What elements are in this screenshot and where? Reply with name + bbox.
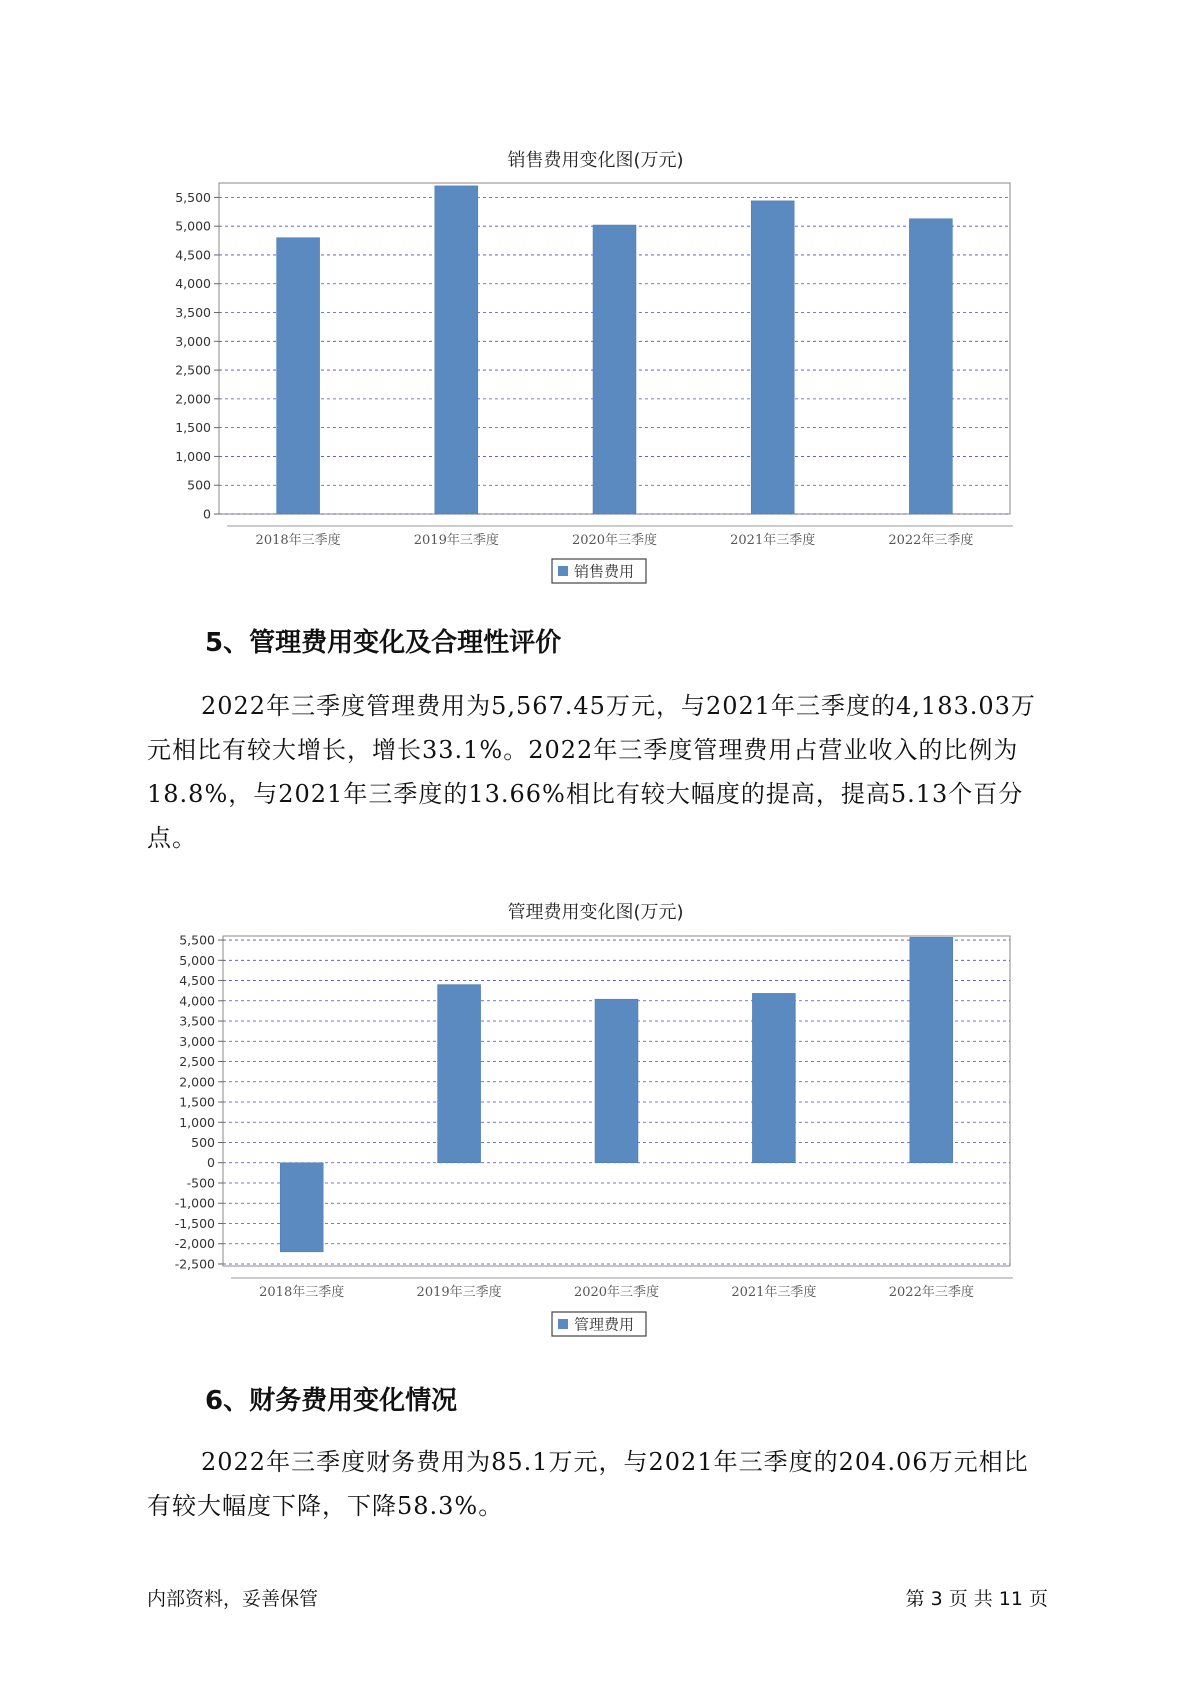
sales-chart-x-tick-label: 2020年三季度	[571, 533, 658, 548]
admin-chart-y-tick-label: -2,500	[174, 1256, 215, 1272]
sales-chart-bar	[277, 238, 320, 514]
sales-chart-bar	[435, 186, 478, 514]
sales-chart-y-tick-label: 500	[187, 477, 211, 493]
sales-chart-y-tick-label: 2,500	[175, 362, 211, 378]
admin-chart-bar	[595, 999, 638, 1163]
sales-expense-chart	[0, 165, 1191, 585]
admin-chart-legend-swatch	[558, 1319, 568, 1329]
section-6-heading: 6、财务费用变化情况	[205, 1386, 458, 1416]
admin-chart-x-tick-label: 2022年三季度	[888, 1285, 974, 1300]
sales-chart-bar	[751, 201, 794, 514]
admin-chart-y-tick-label: -2,000	[174, 1236, 215, 1252]
section-5-text: 2022年三季度管理费用为5,567.45万元，与2021年三季度的4,183.03万元相比有较大增长，增长33.1%。2022年三季度管理费用占营业收入的比例为18.8%，与2021年三季度的13.66%相比有较大幅度的提高，提高5.13个百分点。	[147, 692, 1036, 852]
sales-chart-legend-swatch	[558, 566, 568, 576]
admin-expense-chart	[0, 918, 1191, 1348]
admin-chart-y-tick-label: 3,500	[179, 1013, 215, 1029]
sales-chart-x-tick-label: 2018年三季度	[255, 533, 341, 548]
admin-chart-y-tick-label: 3,000	[179, 1033, 215, 1049]
admin-chart-y-tick-label: 4,500	[179, 973, 215, 989]
admin-chart-y-tick-label: 4,000	[179, 993, 215, 1009]
section-5-heading: 5、管理费用变化及合理性评价	[205, 628, 562, 658]
admin-chart-y-tick-label: 2,000	[179, 1074, 215, 1090]
admin-chart-y-tick-label: 500	[191, 1135, 215, 1151]
admin-chart-x-tick-label: 2018年三季度	[259, 1285, 345, 1300]
sales-chart-y-tick-label: 3,000	[175, 333, 211, 349]
admin-chart-y-tick-label: 0	[207, 1155, 215, 1171]
admin-expense-chart-title: 管理费用变化图(万元)	[507, 902, 684, 923]
sales-chart-y-tick-label: 1,000	[175, 448, 211, 464]
admin-chart-bar	[438, 985, 481, 1163]
footer-page-number: 第 3 页 共 11 页	[905, 1588, 1048, 1610]
admin-chart-bar	[280, 1163, 323, 1252]
sales-chart-x-tick-label: 2022年三季度	[888, 533, 974, 548]
admin-chart-bar	[910, 937, 953, 1162]
admin-chart-y-tick-label: 5,000	[179, 952, 215, 968]
admin-chart-y-tick-label: -1,000	[174, 1195, 215, 1211]
sales-chart-legend-label: 销售费用	[574, 562, 635, 581]
footer-confidential-note: 内部资料，妥善保管	[147, 1588, 319, 1610]
admin-chart-x-tick-label: 2021年三季度	[731, 1285, 817, 1300]
admin-chart-legend-label: 管理费用	[574, 1315, 635, 1334]
sales-chart-x-tick-label: 2019年三季度	[413, 533, 499, 548]
sales-expense-chart-title: 销售费用变化图(万元)	[507, 150, 684, 171]
admin-chart-x-tick-label: 2019年三季度	[416, 1285, 502, 1300]
admin-chart-bar	[752, 993, 795, 1162]
sales-chart-bar	[593, 225, 636, 514]
sales-chart-y-tick-label: 1,500	[175, 420, 211, 436]
sales-chart-bar	[909, 219, 952, 514]
admin-chart-y-tick-label: 1,000	[179, 1114, 215, 1130]
admin-chart-y-tick-label: 5,500	[179, 932, 215, 948]
admin-chart-y-tick-label: 2,500	[179, 1054, 215, 1070]
admin-chart-y-tick-label: 1,500	[179, 1094, 215, 1110]
admin-chart-x-tick-label: 2020年三季度	[573, 1285, 660, 1300]
sales-chart-y-tick-label: 2,000	[175, 391, 211, 407]
sales-chart-y-tick-label: 5,500	[175, 189, 211, 205]
sales-chart-y-tick-label: 5,000	[175, 218, 211, 234]
section-5-paragraph	[147, 684, 1047, 860]
sales-chart-y-tick-label: 3,500	[175, 305, 211, 321]
admin-chart-y-tick-label: -1,500	[174, 1215, 215, 1231]
sales-chart-y-tick-label: 0	[203, 506, 211, 522]
section-6-text: 2022年三季度财务费用为85.1万元，与2021年三季度的204.06万元相比有较大幅度下降，下降58.3%。	[147, 1448, 1029, 1520]
sales-chart-x-tick-label: 2021年三季度	[730, 533, 816, 548]
admin-chart-y-tick-label: -500	[186, 1175, 215, 1191]
section-6-paragraph	[147, 1440, 1047, 1528]
sales-chart-y-tick-label: 4,500	[175, 247, 211, 263]
sales-chart-y-tick-label: 4,000	[175, 276, 211, 292]
